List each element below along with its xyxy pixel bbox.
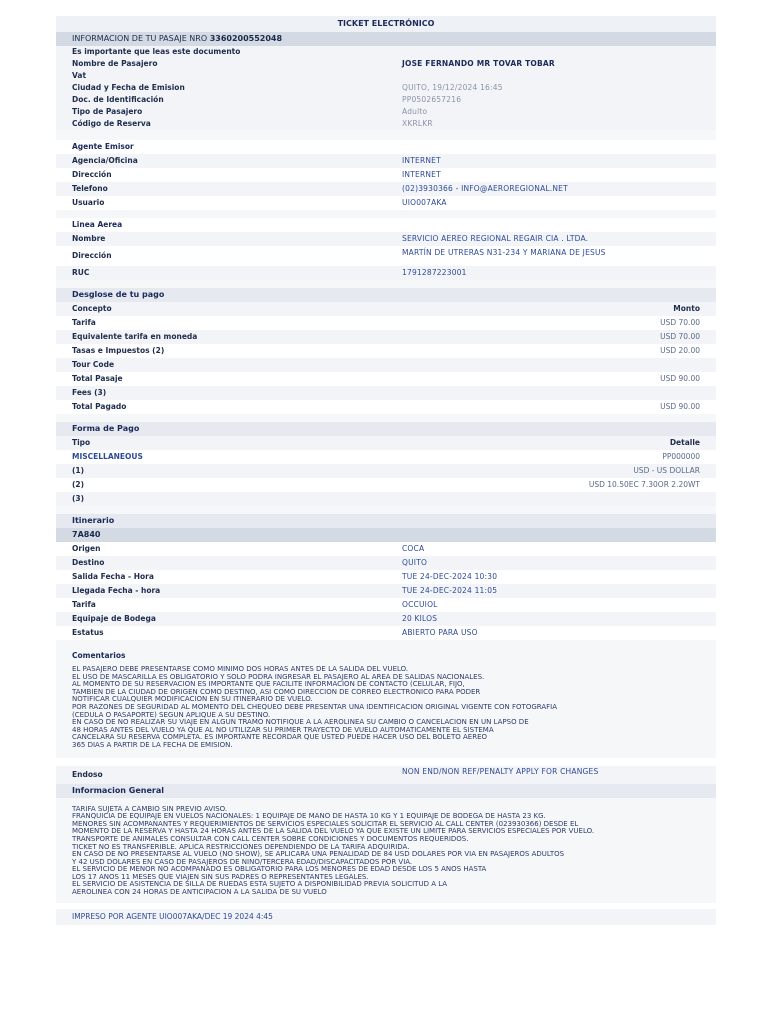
pago-row (56, 316, 716, 330)
general-line: EL SERVICIO DE MENOR NO ACOMPANADO ES OBLIGATORIO PARA LOS MENORES DE EDAD DESDE LOS 5 ANOS HASTA (72, 865, 487, 874)
pago-amount: USD 90.00 (660, 374, 700, 383)
info-row (56, 58, 716, 70)
forma-label: (1) (72, 466, 85, 475)
info-label: Doc. de Identificación (72, 95, 164, 104)
comment-line: TAMBIEN DE LA CIUDAD DE ORIGEN COMO DESTINO, ASI COMO DIRECCION DE CORREO ELECTRONICO PARA PODER (72, 687, 481, 696)
forma-label: (2) (72, 480, 85, 489)
general-line: Y 42 USD DOLARES EN CASO DE PASAJEROS DE NINO/TERCERA EDAD/DISCAPACITADOS POR VIA. (72, 857, 413, 866)
important-note-row (56, 46, 716, 58)
forma-label: MISCELLANEOUS (72, 452, 143, 461)
general-line: EN CASO DE NO PRESENTARSE AL VUELO (NO SHOW), SE APLICARA UNA PENALIDAD DE 84 USD DOLARES POR VIA EN PASAJEROS ADULTOS (72, 850, 565, 859)
itinerario-value: QUITO (402, 558, 428, 567)
info-row (56, 82, 716, 94)
pago-row (56, 344, 716, 358)
comentarios-section (56, 648, 716, 758)
ticket-title: TICKET ELECTRÓNICO (56, 16, 716, 32)
endoso-row (56, 766, 716, 784)
pago-columns (56, 302, 716, 316)
agente-value: INTERNET (402, 170, 441, 179)
comment-line: EL PASAJERO DEBE PRESENTARSE COMO MINIMO DOS HORAS ANTES DE LA SALIDA DEL VUELO. (72, 665, 409, 673)
agente-row (56, 168, 716, 182)
ticket-document (56, 16, 716, 925)
pago-label: Tour Code (72, 360, 115, 369)
linea-value: MARTÍN DE UTRERAS N31-234 Y MARIANA DE JESUS (402, 248, 606, 257)
general-line: TRANSPORTE DE ANIMALES CONSULTAR CON CALL CENTER SOBRE CONDICIONES Y DOCUMENTOS REQUERIDOS. (72, 834, 469, 843)
endoso-value: NON END/NON REF/PENALTY APPLY FOR CHANGES (402, 766, 599, 776)
flight-number-row (56, 528, 716, 542)
itinerario-value: OCCUIOL (402, 600, 438, 609)
agente-label: Usuario (72, 198, 105, 207)
info-row (56, 70, 716, 82)
pago-label: Total Pasaje (72, 374, 123, 383)
forma-columns (56, 436, 716, 450)
comment-line: POR RAZONES DE SEGURIDAD AL MOMENTO DEL CHEQUEO DEBE PRESENTAR UNA IDENTIFICACION ORIGINAL VIGENTE CON FOTOGRAFIA (72, 702, 558, 711)
pago-row (56, 330, 716, 344)
column-header: Tipo (72, 438, 91, 447)
divider (56, 130, 716, 140)
agente-row (56, 182, 716, 196)
agente-row (56, 154, 716, 168)
itinerario-label: Destino (72, 558, 105, 567)
itinerario-row (56, 556, 716, 570)
ticket-number-header (56, 32, 716, 46)
itinerario-value: TUE 24-DEC-2024 10:30 (402, 572, 498, 581)
itinerario-row (56, 570, 716, 584)
itinerario-label: Origen (72, 544, 101, 553)
general-line: TICKET NO ES TRANSFERIBLE. APLICA RESTRICCIONES DEPENDIENDO DE LA TARIFA ADQUIRIDA. (72, 842, 410, 851)
forma-detail: USD 10.50EC 7.30OR 2.20WT (588, 480, 700, 489)
pago-amount: USD 70.00 (660, 318, 700, 327)
linea-value: SERVICIO AEREO REGIONAL REGAIR CIA . LTDA. (402, 234, 589, 243)
comment-line: (CEDULA O PASAPORTE) SEGUN APLIQUE A SU DESTINO. (72, 710, 271, 719)
column-header: Detalle (669, 438, 700, 447)
linea-row (56, 246, 716, 266)
linea-header-row (56, 218, 716, 232)
linea-value: 1791287223001 (402, 268, 467, 277)
pago-label: Total Pagado (72, 402, 127, 411)
forma-header-row (56, 422, 716, 436)
important-note: Es importante que leas este documento (72, 47, 241, 56)
divider (56, 210, 716, 218)
forma-label: (3) (72, 494, 85, 503)
agente-label: Agencia/Oficina (72, 156, 138, 165)
itinerario-label: Salida Fecha - Hora (72, 572, 154, 581)
info-value: PP0502657216 (402, 95, 462, 104)
itinerario-label: Estatus (72, 628, 104, 637)
flight-number: 7A840 (72, 530, 101, 539)
agente-label: Dirección (72, 170, 112, 179)
itinerario-label: Equipaje de Bodega (72, 614, 156, 623)
info-row (56, 118, 716, 130)
itinerario-value: TUE 24-DEC-2024 11:05 (402, 586, 498, 595)
pago-amount: USD 90.00 (660, 402, 700, 411)
general-line: MENORES SIN ACOMPANANTES Y REQUERIMIENTOS DE SERVICIOS ESPECIALES SOLICITAR EL SERVICIO AL CALL CENTER (023930366) DESDE EL (72, 819, 579, 828)
section-header: Comentarios (72, 651, 126, 660)
endoso-label: Endoso (72, 769, 103, 779)
itinerario-row (56, 584, 716, 598)
info-value: XKRLKR (402, 119, 433, 128)
info-row (56, 94, 716, 106)
divider (56, 640, 716, 648)
itinerario-label: Tarifa (72, 600, 96, 609)
general-line: MOMENTO DE LA RESERVA Y HASTA 24 HORAS ANTES DE LA SALIDA DEL VUELO YA QUE EXISTE UN LIMITE PARA SERVICIOS ESPECIALES POR VUELO. (72, 827, 595, 836)
printed-by: IMPRESO POR AGENTE UIO007AKA/DEC 19 2024 4:45 (72, 911, 273, 921)
pago-label: Tarifa (72, 318, 96, 327)
passenger-name: JOSE FERNANDO MR TOVAR TOBAR (402, 59, 555, 68)
ticket-number-label: INFORMACION DE TU PASAJE NRO (72, 34, 208, 43)
general-section (56, 784, 716, 903)
pago-amount: USD 20.00 (660, 346, 700, 355)
itinerario-value: ABIERTO PARA USO (402, 628, 478, 637)
info-value: Adulto (402, 107, 428, 116)
agente-header-row (56, 140, 716, 154)
pago-amount: USD 70.00 (660, 332, 700, 341)
comment-line: AL MOMENTO DE SU RESERVACION ES IMPORTANTE QUE FACILITE INFORMACION DE CONTACTO (CELULAR, FIJO, (72, 680, 465, 689)
pago-row (56, 400, 716, 414)
itinerario-row (56, 626, 716, 640)
info-label: Tipo de Pasajero (72, 107, 143, 116)
section-header: Desglose de tu pago (72, 290, 165, 299)
general-line: FRANQUICIA DE EQUIPAJE EN VUELOS NACIONALES: 1 EQUIPAJE DE MANO DE HASTA 10 KG Y 1 EQUIPAJE DE BODEGA DE HASTA 23 KG. (72, 812, 546, 821)
agente-value: INTERNET (402, 156, 441, 165)
column-header: Monto (673, 304, 700, 313)
footer-row (56, 909, 716, 925)
comment-line: CANCELARA SU RESERVA COMPLETA. ES IMPORTANTE RECORDAR QUE USTED PUEDE HACER USO DEL BOLETO AEREO (72, 733, 487, 742)
pago-label: Equivalente tarifa en moneda (72, 332, 198, 341)
pago-row (56, 372, 716, 386)
info-value: QUITO, 19/12/2024 16:45 (402, 83, 503, 92)
info-label: Código de Reserva (72, 119, 151, 128)
general-text (56, 798, 716, 903)
general-line: AEROLINEA CON 24 HORAS DE ANTICIPACION A LA SALIDA DE SU VUELO (72, 888, 327, 897)
forma-detail: USD - US DOLLAR (633, 466, 700, 475)
section-header: Itinerario (72, 516, 115, 525)
general-line: TARIFA SUJETA A CAMBIO SIN PREVIO AVISO. (72, 804, 228, 813)
info-row (56, 106, 716, 118)
general-line: EL SERVICIO DE ASISTENCIA DE SILLA DE RUEDAS ESTA SUJETO A DISPONIBILIDAD PREVIA SOLICITUD A LA (72, 880, 448, 889)
forma-detail: PP000000 (662, 452, 700, 461)
forma-row (56, 450, 716, 464)
section-header: Linea Aerea (72, 220, 123, 229)
general-line: LOS 17 ANOS 11 MESES QUE VIAJEN SIN SUS PADRES O REPRESENTANTES LEGALES. (72, 872, 369, 881)
info-label: Vat (72, 71, 87, 80)
linea-row (56, 266, 716, 280)
pago-row (56, 386, 716, 400)
info-label: Ciudad y Fecha de Emision (72, 83, 185, 92)
comment-line: 365 DIAS A PARTIR DE LA FECHA DE EMISION. (72, 740, 233, 749)
section-header: Agente Emisor (72, 142, 134, 151)
section-header: Informacion General (72, 785, 164, 795)
divider (56, 758, 716, 766)
comentarios-text (56, 664, 716, 758)
itinerario-header-row (56, 514, 716, 528)
linea-label: Nombre (72, 234, 106, 243)
itinerario-label: Llegada Fecha - hora (72, 586, 161, 595)
itinerario-row (56, 598, 716, 612)
itinerario-row (56, 542, 716, 556)
comment-line: EL USO DE MASCARILLA ES OBLIGATORIO Y SOLO PODRA INGRESAR EL PASAJERO AL AREA DE SALIDAS NACIONALES. (72, 672, 485, 681)
info-label: Nombre de Pasajero (72, 59, 158, 68)
agente-value: (02)3930366 - INFO@AEROREGIONAL.NET (402, 184, 568, 193)
itinerario-value: 20 KILOS (402, 614, 438, 623)
linea-label: RUC (72, 268, 90, 277)
linea-label: Dirección (72, 251, 112, 260)
agente-row (56, 196, 716, 210)
comment-line: NOTIFICAR CUALQUIER MODIFICACION EN SU ITINERARIO DE VUELO. (72, 695, 313, 704)
divider (56, 280, 716, 288)
pago-label: Tasas e Impuestos (2) (72, 346, 165, 355)
comment-line: 48 HORAS ANTES DEL VUELO YA QUE AL NO UTILIZAR SU PRIMER TRAYECTO DE VUELO AUTOMATICAMENTE EL SISTEMA (72, 725, 494, 734)
comment-line: EN CASO DE NO REALIZAR SU VIAJE EN ALGUN TRAMO NOTIFIQUE A LA AEROLINEA SU CAMBIO O CANCELACION EN UN LAPSO DE (72, 718, 529, 727)
itinerario-value: COCA (402, 544, 425, 553)
column-header: Concepto (72, 304, 112, 313)
pago-label: Fees (3) (72, 388, 107, 397)
divider (56, 506, 716, 514)
section-header: Forma de Pago (72, 424, 140, 433)
itinerario-row (56, 612, 716, 626)
ticket-number: 3360200552048 (209, 34, 283, 43)
agente-label: Telefono (72, 184, 108, 193)
forma-row (56, 478, 716, 492)
linea-row (56, 232, 716, 246)
forma-row (56, 464, 716, 478)
forma-row (56, 492, 716, 506)
divider (56, 414, 716, 422)
pago-row (56, 358, 716, 372)
pago-header-row (56, 288, 716, 302)
agente-value: UIO007AKA (402, 198, 447, 207)
